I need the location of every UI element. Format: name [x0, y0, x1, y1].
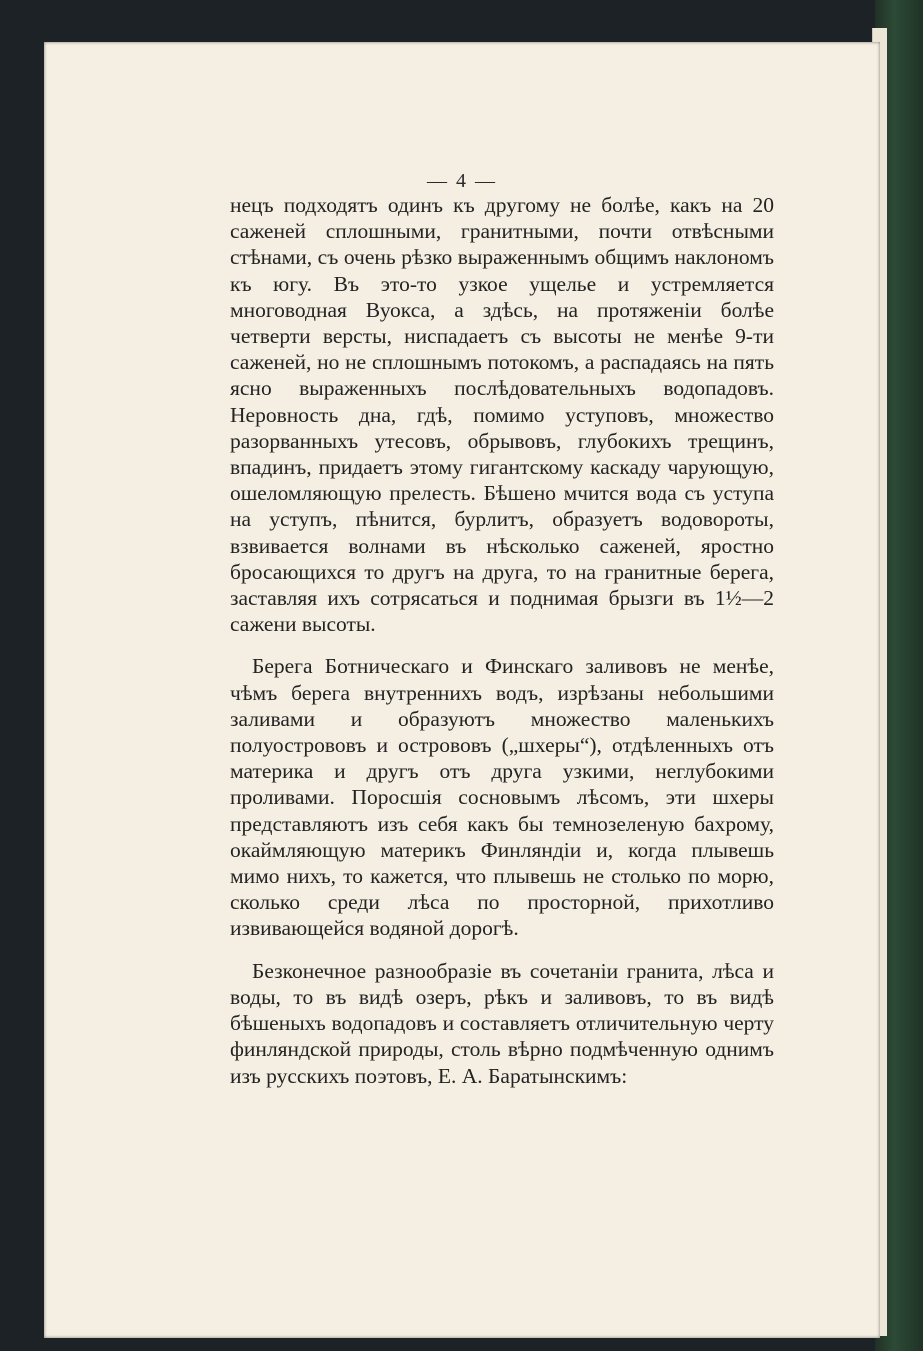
- paragraph-1: нецъ подходятъ одинъ къ другому не болѣе, какъ на 20 саженей сплошными, гранитными, почти отвѣсными стѣнами, съ очень рѣзко выраженнымъ общимъ наклономъ къ югу. Въ это-то узкое ущелье и устремляется многоводная Вуокса, а здѣсь, на протяженіи болѣе четверти версты, ниспадаетъ съ высоты не менѣе 9-ти саженей, но не сплошнымъ потокомъ, а распадаясь на пять ясно выраженныхъ послѣдовательныхъ водопадовъ. Неровность дна, гдѣ, помимо уступовъ, множество разорванныхъ утесовъ, обрывовъ, глубокихъ трещинъ, впадинъ, придаетъ этому гигантскому каскаду чарующую, ошеломляющую прелесть. Бѣшено мчится вода съ уступа на уступъ, пѣнится, бурлитъ, образуетъ водовороты, взвивается волнами въ нѣсколько саженей, яростно бросающихся то другъ на друга, то на гранитные берега, заставляя ихъ сотрясаться и поднимая брызги въ 1½—2 сажени высоты.: [230, 193, 774, 637]
- paragraph-3: Безконечное разнообразіе въ сочетаніи гранита, лѣса и воды, то въ видѣ озеръ, рѣкъ и заливовъ, то въ видѣ бѣшеныхъ водопадовъ и составляетъ отличительную черту финляндской природы, столь вѣрно подмѣченную однимъ изъ русскихъ поэтовъ, Е. А. Баратынскимъ:: [230, 958, 774, 1088]
- page-body: [230, 192, 774, 1089]
- book-page: [44, 42, 880, 1338]
- page-number: — 4 —: [427, 170, 497, 192]
- paragraph-2: Берега Ботническаго и Финскаго заливовъ не менѣе, чѣмъ берега внутреннихъ водъ, изрѣзаны небольшими заливами и образуютъ множество маленькихъ полуострововъ и острововъ („шхеры“), отдѣленныхъ отъ материка и другъ отъ друга узкими, неглубокими проливами. Поросшія сосновымъ лѣсомъ, эти шхеры представляютъ изъ себя какъ бы темнозеленую бахрому, окаймляющую материкъ Финляндіи и, когда плывешь мимо нихъ, то кажется, что плывешь не столько по морю, сколько среди лѣса по просторной, прихотливо извивающейся водяной дорогѣ.: [230, 654, 774, 941]
